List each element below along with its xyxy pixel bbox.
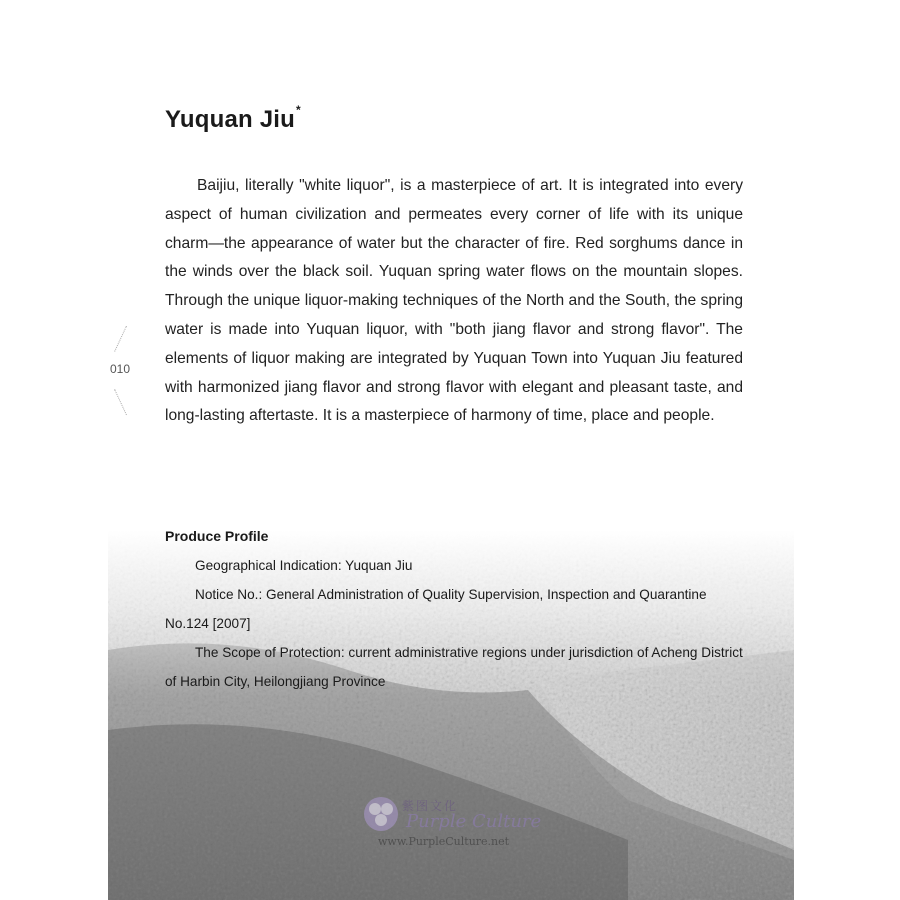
- profile-scope: The Scope of Protection: current administrative regions under jurisdiction of Acheng District of Harbin City, Heilongjiang Province: [165, 645, 743, 689]
- profile-notice: Notice No.: General Administration of Quality Supervision, Inspection and Quarantine No.124 [2007]: [165, 587, 707, 631]
- purple-culture-logo-icon: [362, 795, 400, 833]
- produce-profile: [165, 522, 743, 696]
- profile-heading: Produce Profile: [165, 528, 269, 544]
- watermark-chinese: 紫图文化: [402, 799, 459, 813]
- profile-gi: Geographical Indication: Yuquan Jiu: [195, 558, 413, 573]
- watermark-english: Purple Culture: [406, 811, 542, 832]
- page-title: [165, 103, 301, 134]
- title-footnote-mark: *: [296, 103, 301, 117]
- page-number-decoration-top: [114, 326, 128, 352]
- page-number: 010: [110, 362, 131, 376]
- title-text: Yuquan Jiu: [165, 106, 296, 133]
- intro-paragraph-text: Baijiu, literally "white liquor", is a masterpiece of art. It is integrated into every aspect of human civilization and permeates every corner of life with its unique charm—the appearance of water but the character of fire. Red sorghums dance in the winds over the black soil. Yuquan spring water flows on the mountain slopes. Through the unique liquor-making techniques of the North and the South, the spring water is made into Yuquan liquor, with "both jiang flavor and strong flavor". The elements of liquor making are integrated by Yuquan Town into Yuquan Jiu featured with harmonized jiang flavor and strong flavor with elegant and pleasant taste, and long-lasting aftertaste. It is a masterpiece of harmony of time, place and people.: [165, 177, 743, 425]
- watermark-url: www.PurpleCulture.net: [378, 835, 510, 848]
- watermark: [362, 795, 542, 855]
- page-number-decoration-bottom: [114, 389, 128, 415]
- intro-paragraph: [165, 172, 743, 431]
